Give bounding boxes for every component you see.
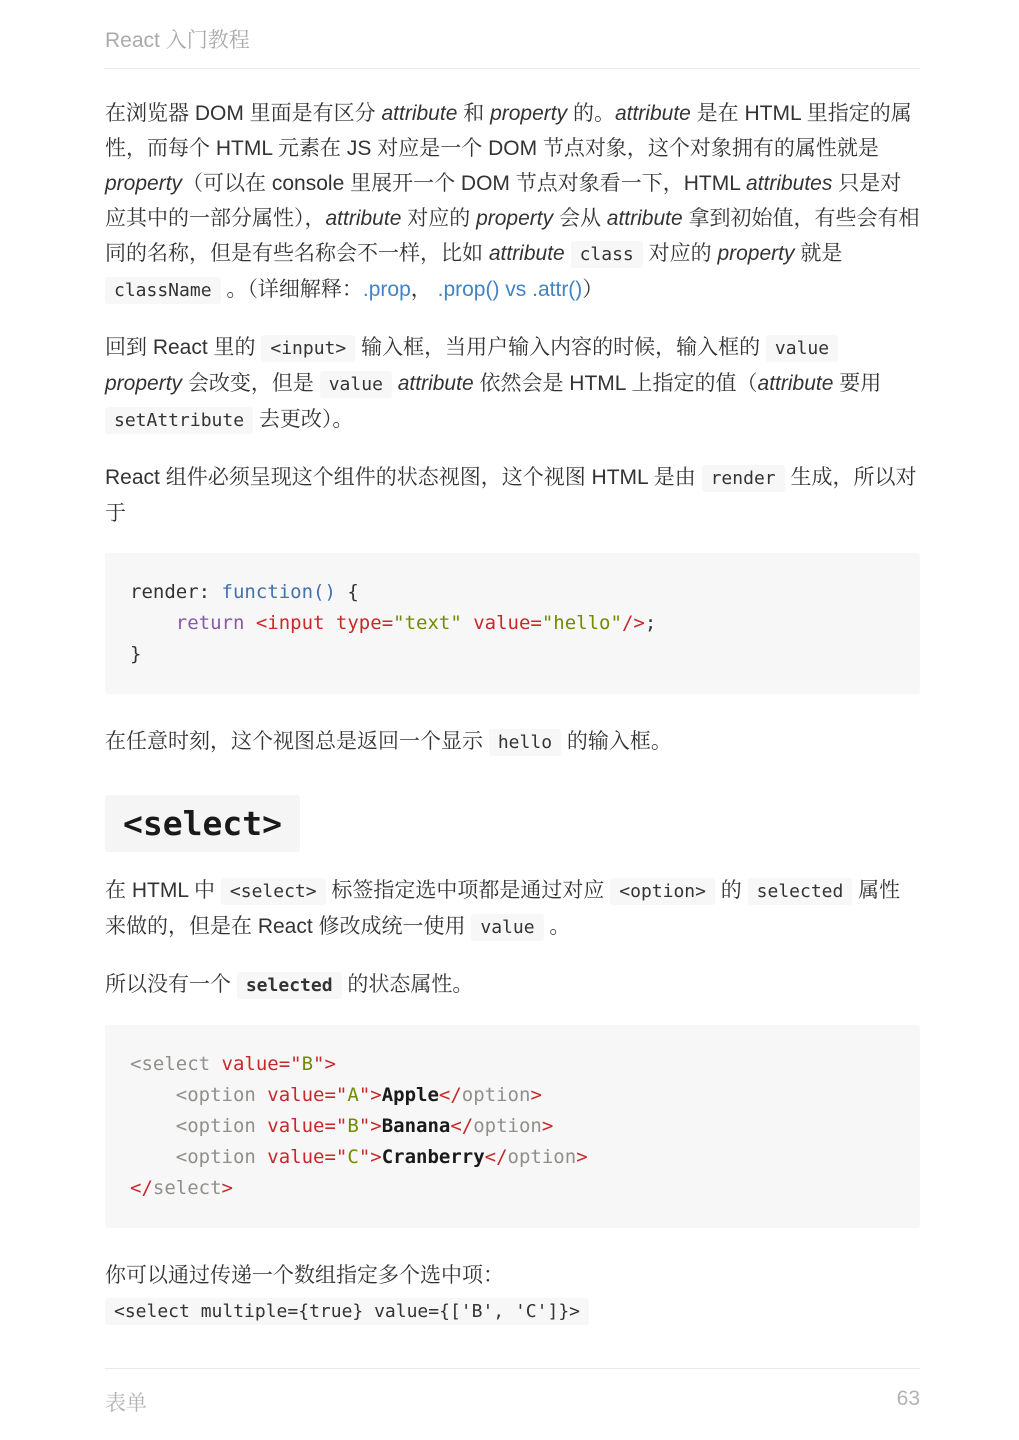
italic-term: attribute <box>397 372 474 395</box>
text-segment: 会改变，但是 <box>182 372 320 395</box>
code-token: option <box>473 1115 542 1137</box>
code-token: C <box>347 1146 359 1168</box>
code-token: > <box>541 1115 554 1137</box>
code-token: > <box>576 1146 588 1168</box>
code-token: </ <box>450 1115 474 1137</box>
code-token <box>130 1115 176 1137</box>
text-segment: 会从 <box>553 207 607 230</box>
text-segment: 在 HTML 中 <box>105 879 221 902</box>
book-footer <box>105 1368 920 1417</box>
text-segment: ） <box>582 278 604 301</box>
code-token: return <box>175 612 245 634</box>
code-token: "> <box>358 1115 382 1137</box>
text-segment: 依然会是 HTML 上指定的值（ <box>473 372 758 395</box>
text-segment: 。 <box>543 915 571 938</box>
text-segment: 是在 HTML 里指定的属性，而每个 HTML 元素在 JS 对应是一个 DOM 节点对象，这个对象拥有的属性就是 <box>105 102 912 160</box>
code-token: <option <box>175 1146 268 1168</box>
book-header <box>105 24 920 69</box>
text-segment: 标签指定选中项都是通过对应 <box>325 879 611 902</box>
code-token: select <box>152 1177 222 1199</box>
text-segment: 的状态属性。 <box>341 973 474 996</box>
code-token: render: <box>130 581 222 603</box>
code-token: <input type= <box>255 612 394 634</box>
section-heading-select <box>105 804 920 843</box>
code-token: Banana <box>381 1115 451 1137</box>
paragraph-input-value-attribute <box>105 330 920 438</box>
code-token: value=" <box>221 1053 302 1075</box>
inline-code: <select multiple={true} value={['B', 'C']}> <box>105 1298 589 1325</box>
footer-page-number: 63 <box>896 1387 920 1410</box>
code-token: /> <box>621 612 645 634</box>
code-token: "> <box>358 1146 382 1168</box>
code-token: value=" <box>267 1146 348 1168</box>
text-segment: 。（详细解释： <box>220 278 363 301</box>
text-segment: 所以没有一个 <box>105 973 237 996</box>
inline-code: value <box>320 371 392 398</box>
italic-term: property <box>490 102 568 125</box>
text-segment: 输入框，当用户输入内容的时候，输入框的 <box>355 336 766 359</box>
text-segment: 拿到初始值，有些会有相同的名称，但是有些名称会不一样，比如 <box>105 207 920 265</box>
text-segment: 生成，所以对于 <box>105 466 917 525</box>
code-token: option <box>507 1146 577 1168</box>
paragraph-no-selected-state <box>105 967 920 1003</box>
text-segment: 的输入框。 <box>561 730 672 753</box>
paragraph-attribute-vs-property <box>105 96 920 308</box>
italic-term: property <box>105 172 183 195</box>
footer-section-label: 表单 <box>105 1392 147 1415</box>
italic-term: property <box>105 372 183 395</box>
inline-code: className <box>105 277 221 304</box>
code-token: function() <box>221 581 336 603</box>
code-token: <option <box>175 1115 268 1137</box>
italic-term: attribute <box>757 372 834 395</box>
text-segment: 回到 React 里的 <box>105 336 262 359</box>
code-token: "hello" <box>541 612 622 634</box>
code-token <box>244 612 255 634</box>
inline-code: value <box>471 914 543 941</box>
code-token: "> <box>358 1084 382 1106</box>
code-token: Apple <box>381 1084 439 1106</box>
inline-code: <option> <box>610 878 715 905</box>
text-segment <box>565 242 571 265</box>
code-token: ; } <box>130 612 657 665</box>
code-token: <option <box>175 1084 268 1106</box>
book-title: React 入门教程 <box>105 29 250 52</box>
italic-term: attribute <box>325 207 402 230</box>
page-content <box>105 96 920 1351</box>
code-token: B <box>347 1115 359 1137</box>
code-token: "> <box>313 1053 336 1075</box>
code-token: <select <box>130 1053 222 1075</box>
text-segment: 的。 <box>567 102 615 125</box>
code-token: </ <box>484 1146 508 1168</box>
text-segment: 的 <box>714 879 748 902</box>
inline-link[interactable]: .prop <box>362 278 411 301</box>
paragraph-hello-input <box>105 724 920 760</box>
inline-code: hello <box>489 729 561 756</box>
inline-code: value <box>766 335 838 362</box>
code-token: { <box>347 581 359 603</box>
code-token: B <box>301 1053 314 1075</box>
text-segment: React 组件必须呈现这个组件的状态视图，这个视图 HTML 是由 <box>105 466 702 489</box>
inline-code: selected <box>237 972 342 999</box>
text-segment: 对应的 <box>401 207 477 230</box>
inline-code: setAttribute <box>105 407 253 434</box>
inline-link[interactable]: .prop() vs .attr() <box>437 278 583 301</box>
text-segment: 和 <box>457 102 491 125</box>
code-token: "text" <box>393 612 462 634</box>
code-token: > <box>221 1177 233 1199</box>
code-token: </ <box>438 1084 462 1106</box>
text-segment: ， <box>410 278 438 301</box>
code-token: value=" <box>267 1084 348 1106</box>
code-token: option <box>461 1084 531 1106</box>
italic-term: property <box>717 242 795 265</box>
paragraph-multiple-select <box>105 1258 920 1329</box>
inline-code: <select> <box>221 878 326 905</box>
text-segment: 要用 <box>833 372 882 395</box>
select-heading-code: <select> <box>105 795 300 852</box>
text-segment: 属性来做的，但是在 React 修改成统一使用 <box>105 879 901 938</box>
italic-term: attribute <box>614 102 691 125</box>
text-segment: 去更改）。 <box>253 408 354 431</box>
code-token <box>130 1084 176 1106</box>
inline-code: render <box>702 465 785 492</box>
code-block-render-function <box>105 553 920 694</box>
italic-term: attribute <box>381 102 458 125</box>
code-token: A <box>347 1084 359 1106</box>
paragraph-select-option-selected <box>105 873 920 945</box>
text-segment: 你可以通过传递一个数组指定多个选中项： <box>105 1264 504 1287</box>
code-token: value=" <box>267 1115 348 1137</box>
italic-term: attributes <box>745 172 833 195</box>
text-segment: （可以在 console 里展开一个 DOM 节点对象看一下，HTML <box>182 172 746 195</box>
code-token: > <box>530 1084 542 1106</box>
italic-term: property <box>476 207 554 230</box>
text-segment: 只是对应其中的一部分属性）， <box>105 172 902 230</box>
code-token: </ <box>130 1177 153 1199</box>
code-block-select-options <box>105 1025 920 1228</box>
italic-term: attribute <box>606 207 683 230</box>
inline-code: class <box>571 241 643 268</box>
text-segment: 在任意时刻，这个视图总是返回一个显示 <box>105 730 489 753</box>
code-token: value= <box>461 612 542 634</box>
paragraph-render-view <box>105 460 920 531</box>
inline-code: selected <box>748 878 853 905</box>
italic-term: attribute <box>488 242 565 265</box>
text-segment: 在浏览器 DOM 里面是有区分 <box>105 102 382 125</box>
text-segment: 就是 <box>794 242 843 265</box>
inline-code: <input> <box>261 335 355 362</box>
text-segment: 对应的 <box>642 242 718 265</box>
code-token: Cranberry <box>381 1146 485 1168</box>
code-token <box>130 1146 176 1168</box>
